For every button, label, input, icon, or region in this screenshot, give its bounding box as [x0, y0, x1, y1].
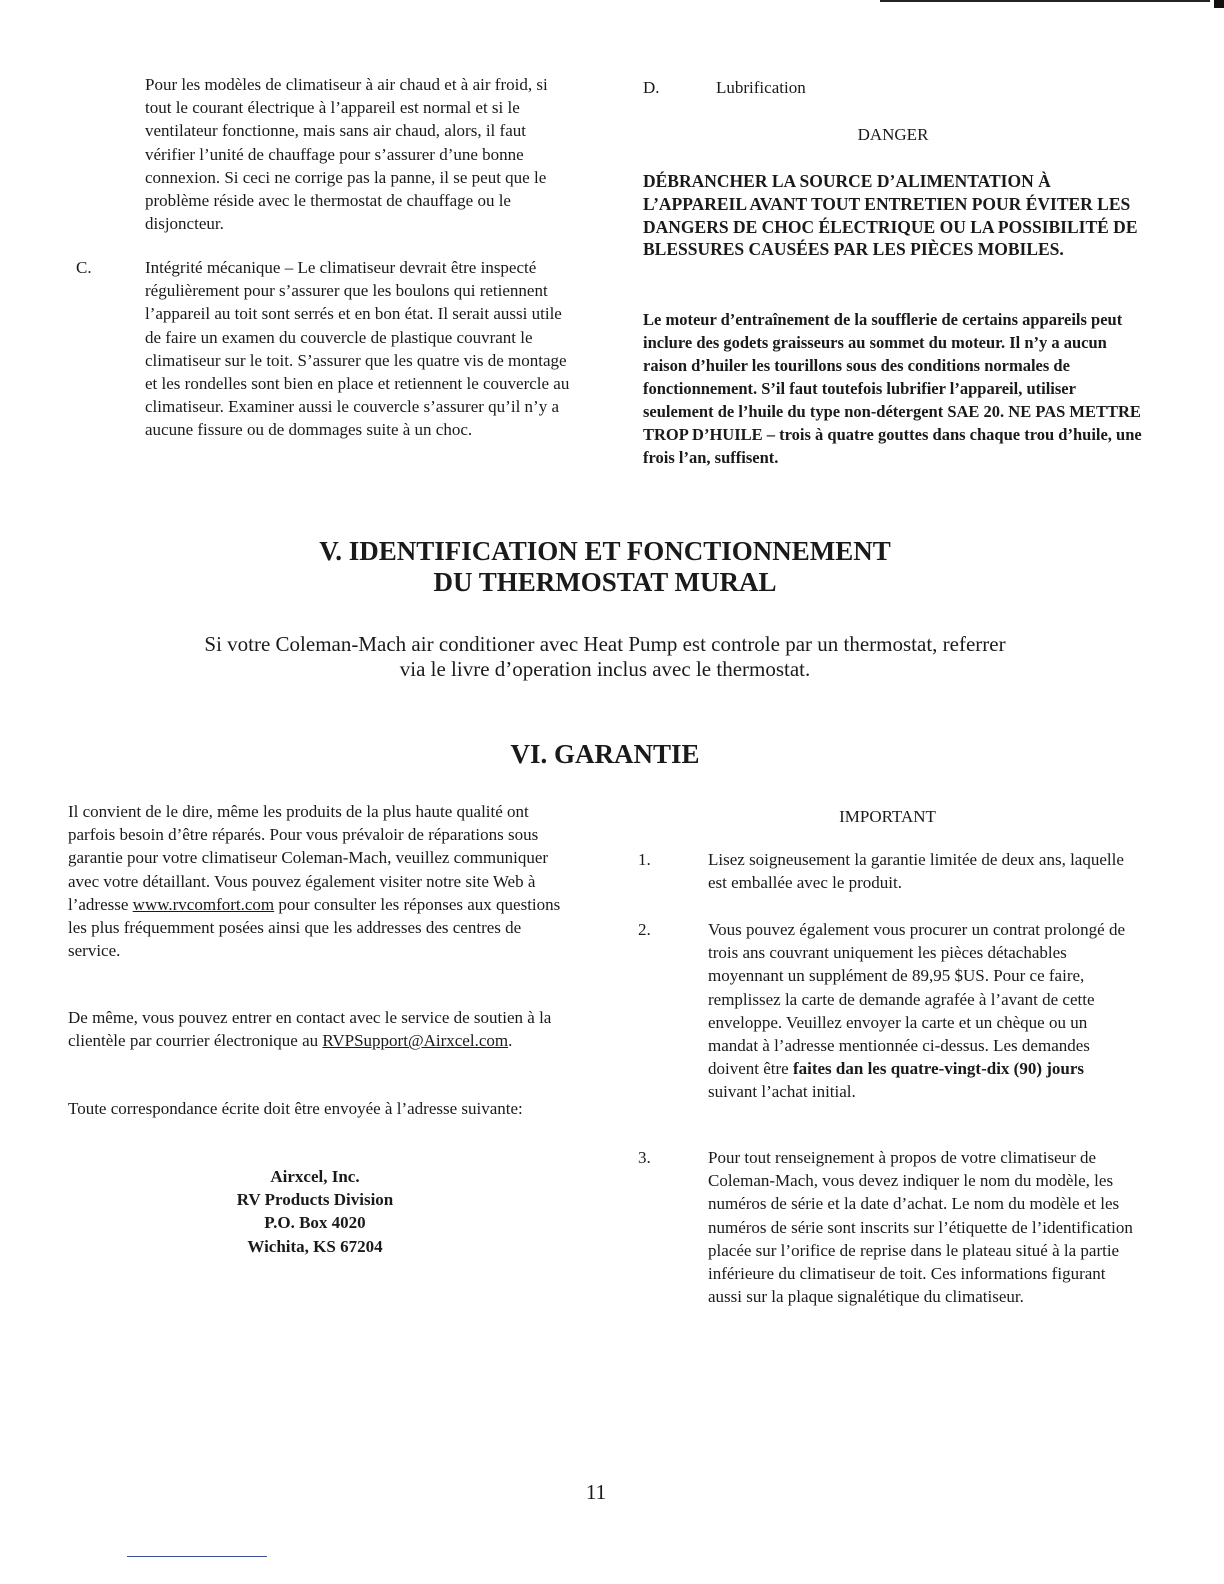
address-line-3: P.O. Box 4020 [264, 1213, 366, 1233]
section-5-body-line1: Si votre Coleman-Mach air conditioner avec Heat Pump est controle par un thermostat, referrer [204, 632, 1006, 656]
important-item-3-text: Pour tout renseignement à propos de votre climatiseur de Coleman-Mach, vous devez indiquer le nom du modèle, les numéros de série et la date d’achat. Le nom du modèle et les numéros de série sont inscrits sur l’étiquette de l’identification placée sur l’orifice de reprise dans le plateau situé à la partie inférieure du climatiseur de toit. Ces informations figurant aussi sur la plaque signalétique du climatiseur. [708, 1148, 1133, 1307]
warranty-p2-text: De même, vous pouvez entrer en contact avec le service de soutien à la clientèle par courrier électronique au [68, 1008, 552, 1051]
support-email-link[interactable]: RVPSupport@Airxcel.com [322, 1031, 509, 1051]
scan-bottom-line [127, 1556, 267, 1557]
lubrication-instructions: Le moteur d’entraînement de la soufflerie de certains appareils peut inclure des godets graisseurs au sommet du moteur. Il n’y a aucun raison d’huiler les tourillons sous des conditions normales de fonctionnement. S’il faut toutefois lubrifier l’appareil, utiliser seulement de l’huile du type non-détergent SAE 20. NE PAS METTRE TROP D’HUILE – trois à quatre gouttes dans chaque trou d’huile, une frois l’an, suffisent. [643, 310, 1142, 467]
section-6-title: VI. GARANTIE [510, 739, 700, 769]
warranty-p1-text: Il convient de le dire, même les produits de la plus haute qualité ont parfois besoin d’être réparés. Pour vous prévaloir de réparations sous garantie pour votre climatiseur Coleman-Mach, veuillez communiquer avec votre détaillant. Vous pouvez également visiter notre site Web à l’adresse [68, 802, 549, 914]
address-line-4: Wichita, KS 67204 [247, 1236, 383, 1256]
section-5-body-line2: via le livre d’operation inclus avec le thermostat. [399, 657, 811, 681]
danger-warning-text: DÉBRANCHER LA SOURCE D’ALIMENTATION À L’APPAREIL AVANT TOUT ENTRETIEN POUR ÉVITER LES DANGERS DE CHOC ÉLECTRIQUE OU LA POSSIBILITÉ DE BLESSURES CAUSÉES PAR LES PIÈCES MOBILES. [643, 171, 1138, 260]
item-d-title: Lubrification [716, 78, 806, 97]
address-line-1: Airxcel, Inc. [270, 1167, 360, 1186]
important-item-3-number: 3. [638, 1148, 651, 1167]
heating-check-paragraph: Pour les modèles de climatiseur à air chaud et à air froid, si tout le courant électrique à l’appareil est normal et si le ventilateur fonctionne, mais sans air chaud, alors, il faut vérifier l’unité de chauffage pour s’assurer d’une bonne connexion. Si ceci ne corrige pas la panne, il se peut que le problème réside avec le thermostat de chauffage ou le disjoncteur. [145, 75, 548, 234]
important-item-1-number: 1. [638, 850, 651, 869]
item-2-deadline: faites dan les quatre-vingt-dix (90) jours [792, 1059, 1085, 1079]
item-2-text-end: suivant l’achat initial. [708, 1082, 856, 1102]
scan-top-edge-line [880, 0, 1210, 2]
warranty-paragraph-1 [68, 800, 563, 962]
item-d-label: D. [643, 78, 660, 97]
section-5-title-line1: V. IDENTIFICATION ET FONCTIONNEMENT [319, 536, 891, 566]
address-block [145, 1165, 485, 1258]
important-title: IMPORTANT [839, 807, 936, 826]
important-item-2-number: 2. [638, 920, 651, 939]
warranty-paragraph-2 [68, 1006, 563, 1052]
warranty-p2-text-end: . [508, 1031, 513, 1051]
item-2-text-start: Vous pouvez également vous procurer un contrat prolongé de trois ans couvrant uniquement les pièces détachables moyennant un supplément de 89,95 $US. Pour ce faire, remplissez la carte de demande agrafée à l’avant de cette enveloppe. Veuillez envoyer la carte et un chèque ou un mandat à l’adresse mentionnée ci-dessus. Les demandes doivent être [708, 920, 1126, 1079]
danger-title: DANGER [857, 125, 929, 144]
address-line-2: RV Products Division [236, 1190, 394, 1210]
important-item-1-text: Lisez soigneusement la garantie limitée de deux ans, laquelle est emballée avec le produit. [708, 850, 1124, 893]
item-c-mechanical-integrity: Intégrité mécanique – Le climatiseur devrait être inspecté régulièrement pour s’assurer que les boulons qui retiennent l’appareil au toit sont serrés et en bon état. Il serait aussi utile de faire un examen du couvercle de plastique couvrant le climatiseur sur le toit. S’assurer que les quatre vis de montage et les rondelles sont bien en place et retiennent le couvercle au climatiseur. Examiner aussi le couvercle s’assurer qu’il n’y a aucune fissure ou de dommages suite à un choc. [145, 258, 570, 440]
section-5-title-line2: DU THERMOSTAT MURAL [433, 567, 777, 597]
website-link[interactable]: www.rvcomfort.com [132, 894, 275, 914]
item-c-label: C. [76, 258, 92, 277]
scan-corner-mark [1214, 0, 1224, 8]
warranty-paragraph-3: Toute correspondance écrite doit être envoyée à l’adresse suivante: [68, 1099, 523, 1118]
page-number: 11 [585, 1480, 607, 1504]
warranty-p1-text-end: pour consulter les réponses aux questions les plus fréquemment posées ainsi que les addresses des centres de service. [68, 894, 561, 961]
important-item-2-text [708, 918, 1135, 1104]
